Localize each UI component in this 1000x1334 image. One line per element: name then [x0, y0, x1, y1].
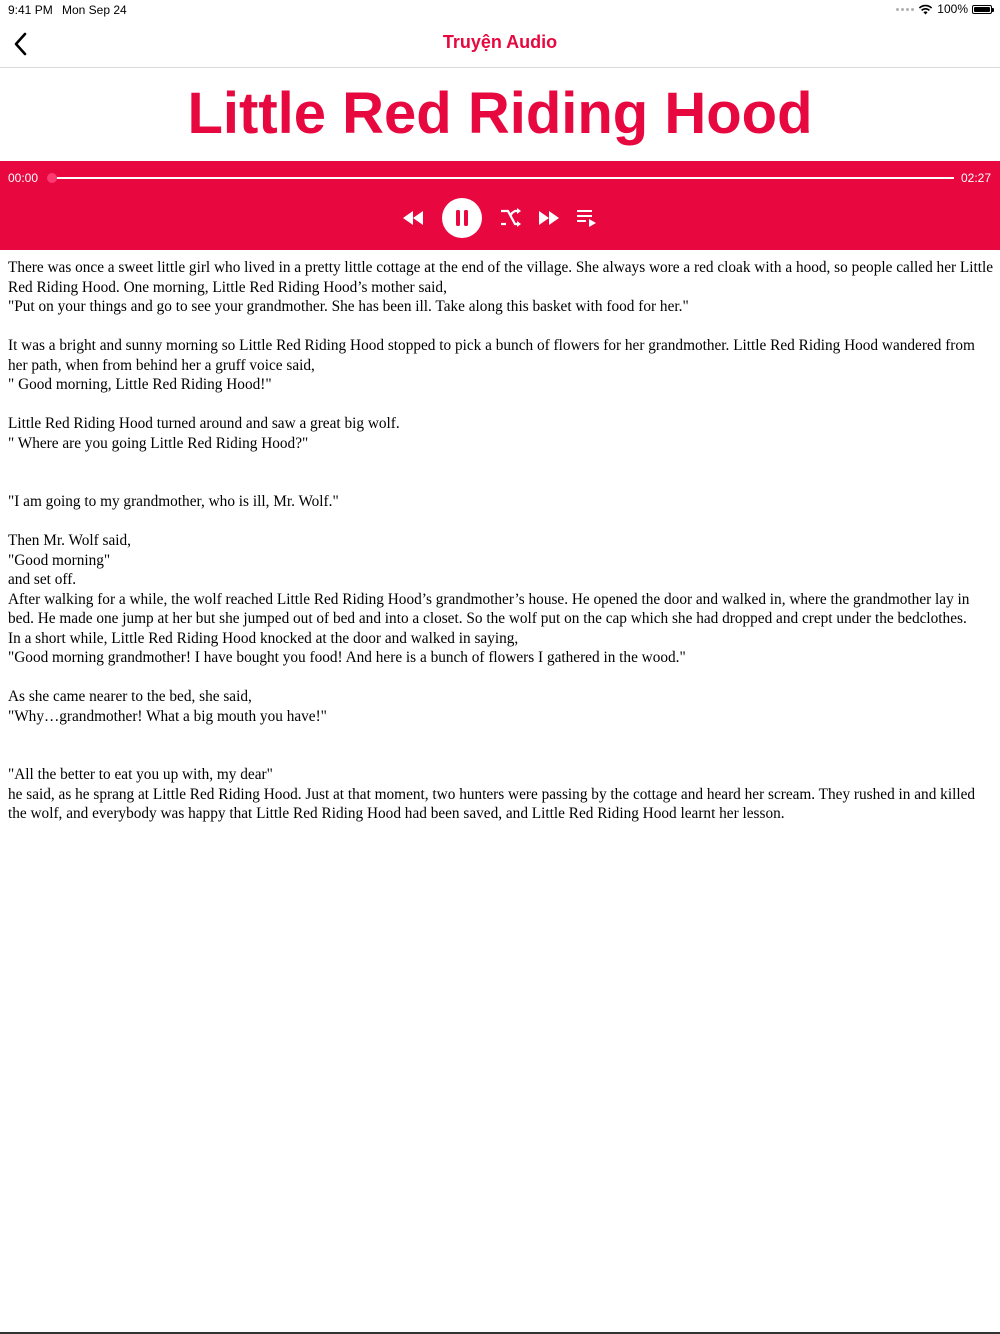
fast-forward-button[interactable] — [534, 203, 564, 233]
status-bar — [0, 0, 1000, 20]
audio-player — [0, 161, 1000, 250]
fast-forward-icon — [538, 211, 560, 225]
rewind-icon — [402, 211, 424, 225]
navigation-bar — [0, 20, 1000, 68]
story-text: There was once a sweet little girl who lived in a pretty little cottage at the end of the village. She always wore a red cloak with a hood, so people called her Little Red Riding Hood. One morning, Little Red Riding Hood’s mother said, "Put on your things and go to see your grandmother. She has been ill. Take along this basket with food for her." It was a bright and sunny morning so Little Red Riding Hood stopped to pick a bunch of flowers for her grandmother. Little Red Riding Hood wandered from her path, when from behind her a gruff voice said, " Good morning, Little Red Riding Hood!" Little Red Riding Hood turned around and saw a great big wolf. " Where are you going Little Red Riding Hood?" "I am going to my grandmother, who is ill, Mr. Wolf." Then Mr. Wolf said, "Good morning" and set off. After walking for a while, the wolf reached Little Red Riding Hood’s grandmother’s house. He opened the door and walked in, where the grandmother lay in bed. He made one jump at her but she jumped out of bed and into a closet. So the wolf put on the cap which she had dropped and crept under the bedclothes. In a short while, Little Red Riding Hood knocked at the door and walked in saying, "Good morning grandmother! I have bought you food! And here is a bunch of flowers I gathered in the wood." As she came nearer to the bed, she said, "Why…grandmother! What a big mouth you have!" "All the better to eat you up with, my dear" he said, as he sprang at Little Red Riding Hood. Just at that moment, two hunters were passing by the cottage and heard her scream. They rushed in and killed the wolf, and everybody was happy that Little Red Riding Hood had been saved, and Little Red Riding Hood learnt her lesson. — [8, 259, 994, 822]
pause-icon — [455, 209, 469, 227]
nav-title: Truyện Audio — [442, 32, 558, 52]
current-time: 00:00 — [8, 171, 39, 185]
battery-icon — [972, 5, 992, 14]
status-right — [896, 2, 992, 16]
status-time: 9:41 PM — [8, 3, 53, 17]
shuffle-icon — [500, 208, 522, 228]
story-title: Little Red Riding Hood — [187, 81, 813, 146]
signal-icon — [896, 8, 914, 11]
status-date: Mon Sep 24 — [62, 3, 127, 17]
rewind-button[interactable] — [398, 203, 428, 233]
playback-controls — [0, 198, 1000, 238]
battery-percent: 100% — [937, 2, 968, 16]
progress-thumb[interactable] — [47, 173, 57, 183]
total-time: 02:27 — [960, 171, 991, 185]
shuffle-button[interactable] — [496, 203, 526, 233]
progress-slider[interactable] — [52, 177, 954, 179]
playlist-button[interactable] — [572, 203, 602, 233]
pause-button[interactable] — [442, 198, 482, 238]
wifi-icon — [918, 4, 933, 15]
playlist-icon — [577, 209, 597, 227]
